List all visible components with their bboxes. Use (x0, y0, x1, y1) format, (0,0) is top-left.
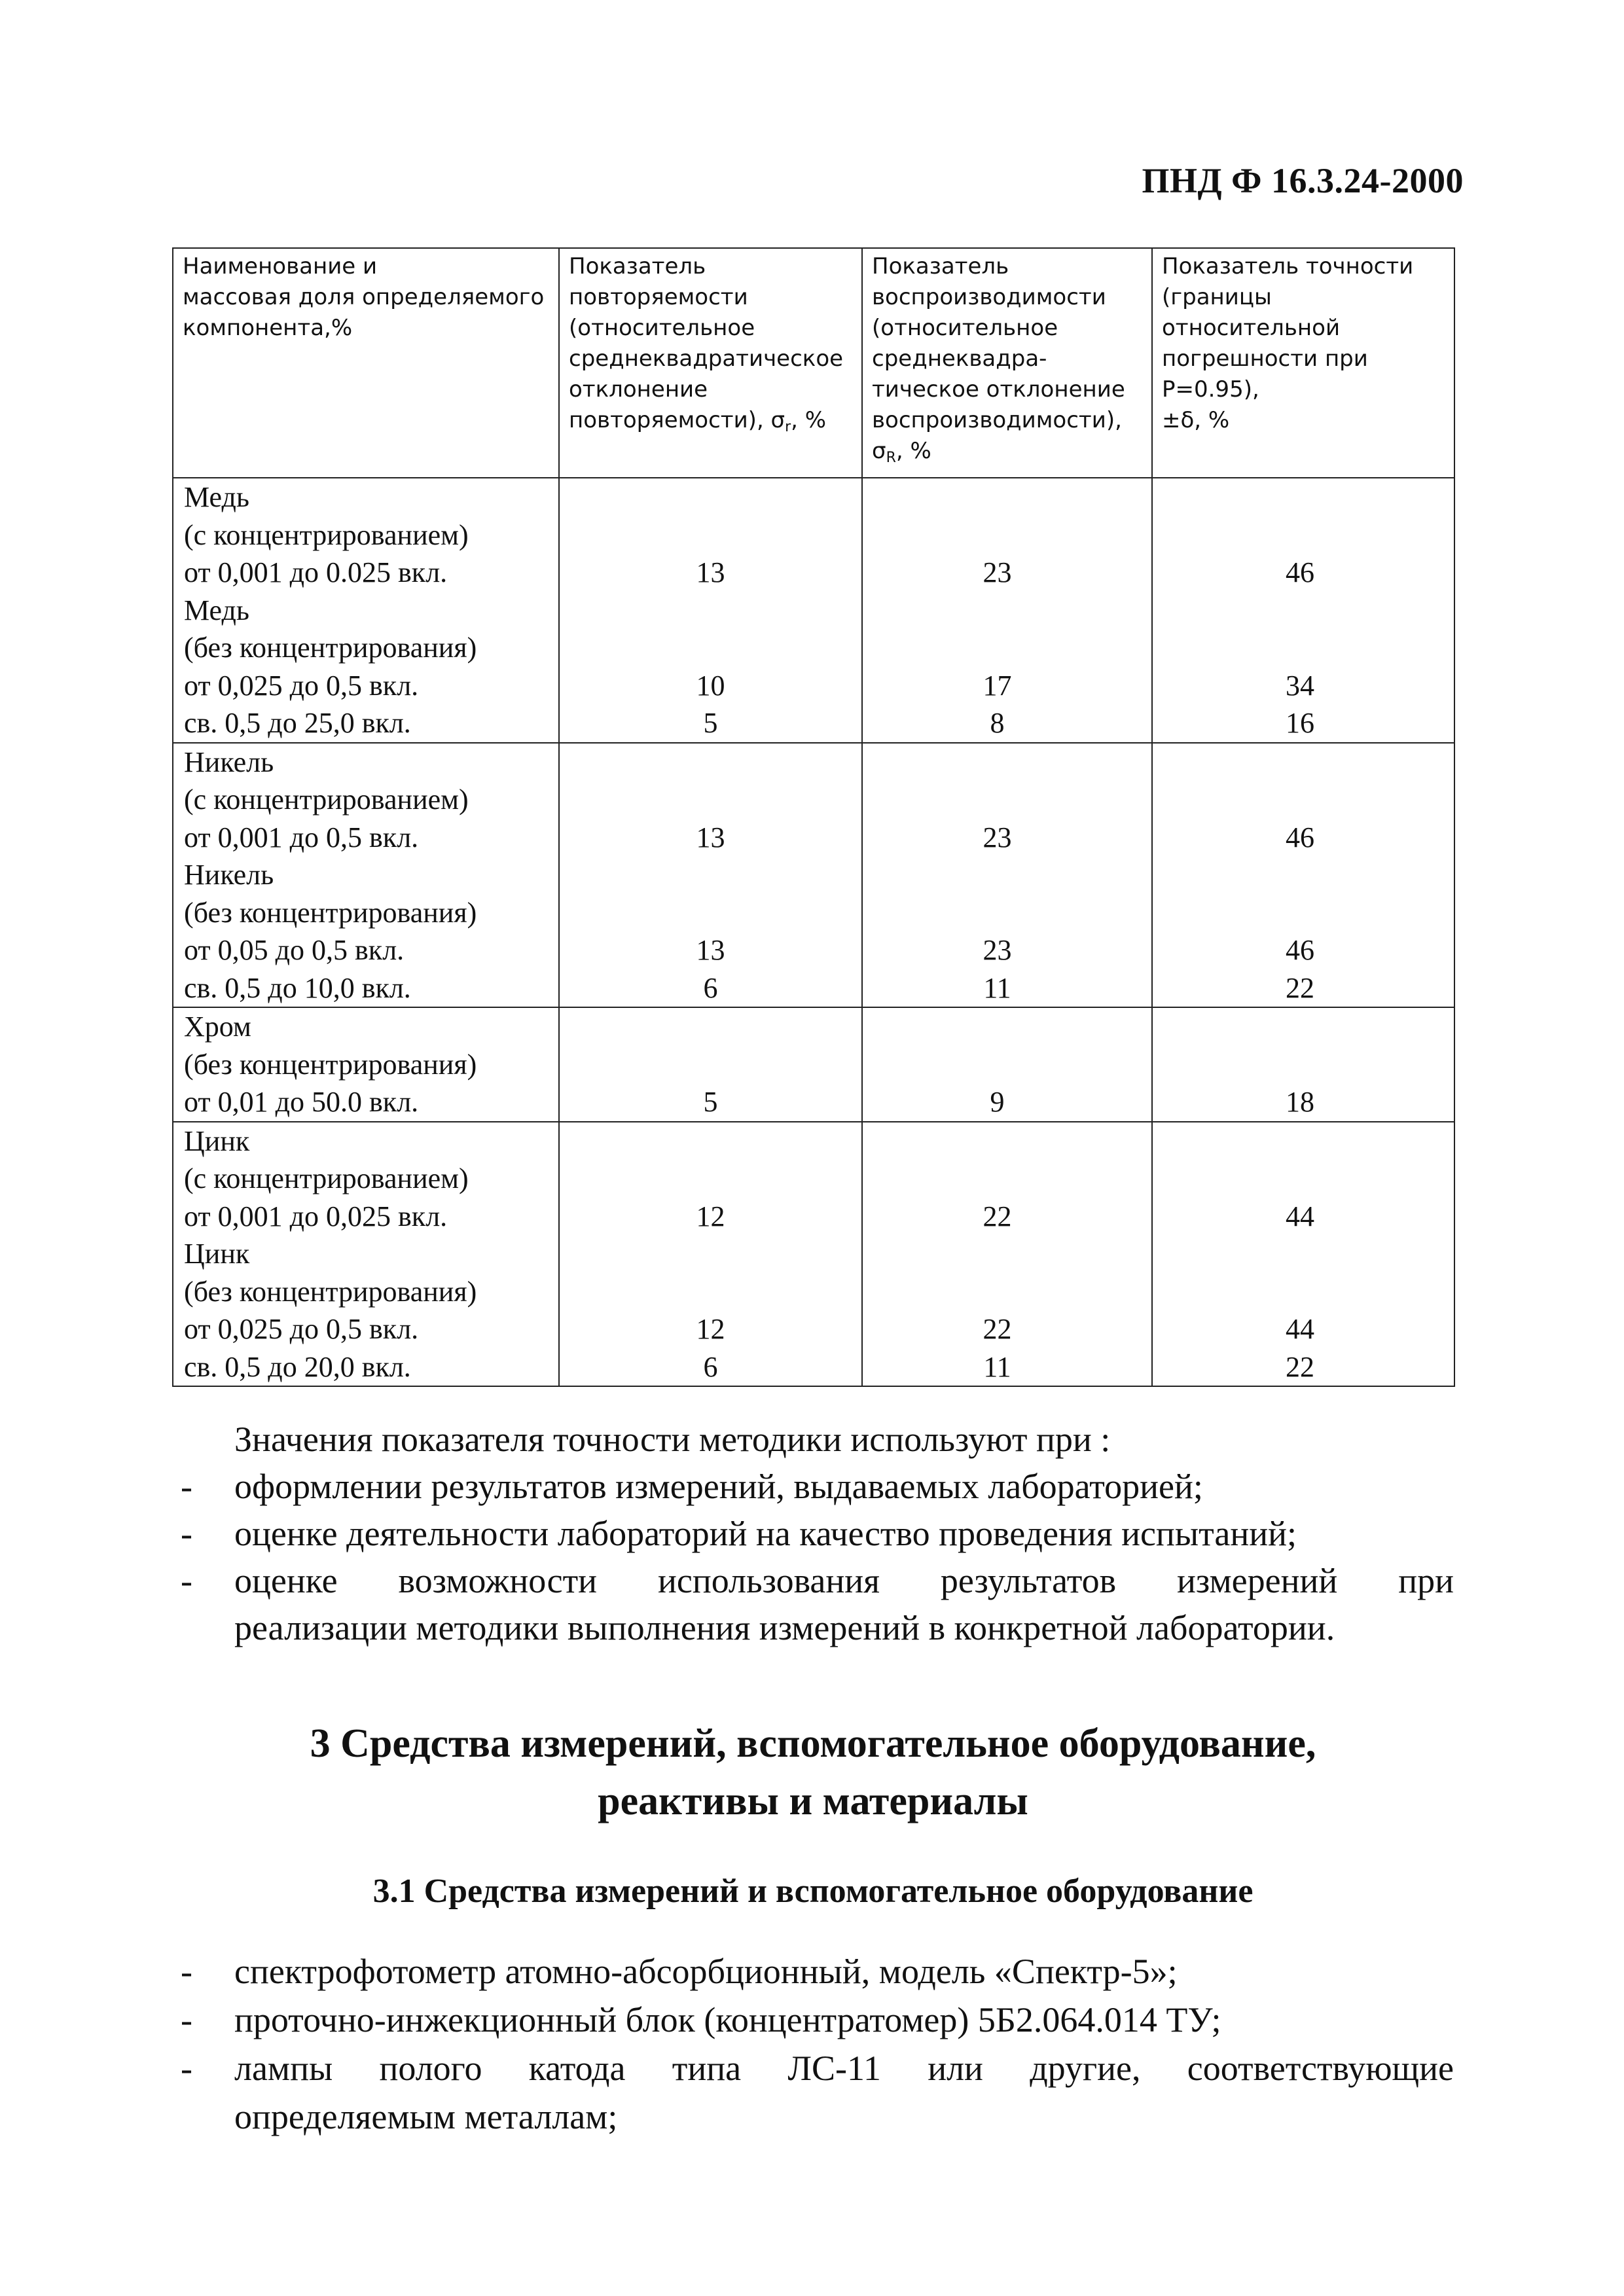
equipment-list (181, 1947, 1454, 2141)
value: 22 (1286, 1350, 1314, 1383)
value (1153, 592, 1454, 630)
component-cell (173, 743, 559, 1008)
subsection-title: 3.1 Средства измерений и вспомогательное оборудование (372, 1873, 1254, 1910)
component-line: от 0,001 до 0.025 вкл. (184, 556, 448, 588)
table-row (173, 1007, 1454, 1122)
value (863, 856, 1151, 894)
reproducibility-cell (862, 478, 1152, 743)
component-line: от 0,001 до 0,025 вкл. (184, 1200, 448, 1232)
accuracy-cell (1152, 743, 1454, 1008)
value (560, 1046, 861, 1084)
component-line: св. 0,5 до 20,0 вкл. (184, 1350, 411, 1383)
list-item: - лампы полого катода типа ЛС-11 или другие, соответствующие (181, 2049, 1454, 2088)
value: 13 (696, 556, 725, 588)
repeatability-cell (559, 478, 862, 743)
component-line: Медь (184, 594, 249, 626)
component-line: (с концентрированием) (184, 783, 469, 816)
table-row (173, 1122, 1454, 1387)
reproducibility-cell (862, 1122, 1152, 1387)
value (863, 1046, 1151, 1084)
value (560, 1122, 861, 1160)
list-item: - спектрофотометр атомно-абсорбционный, модель «Спектр-5»; (181, 1952, 1178, 1991)
repeatability-cell (559, 1007, 862, 1122)
value: 12 (696, 1200, 725, 1232)
component-line: (с концентрированием) (184, 1162, 469, 1194)
value: 46 (1286, 556, 1314, 588)
value: 23 (983, 934, 1012, 966)
value: 22 (1286, 971, 1314, 1004)
value (863, 744, 1151, 781)
accuracy-cell (1152, 1122, 1454, 1387)
notes-intro: Значения показателя точности методики используют при : (234, 1420, 1111, 1459)
value (863, 629, 1151, 667)
value: 6 (703, 971, 718, 1004)
value: 10 (696, 669, 725, 702)
value (863, 516, 1151, 554)
value (1153, 1160, 1454, 1198)
component-line: (без концентрирования) (184, 1048, 477, 1081)
value (863, 781, 1151, 819)
component-line: (без концентрирования) (184, 1275, 477, 1308)
value: 8 (990, 707, 1005, 739)
value (560, 894, 861, 932)
header-accuracy: Показатель точности (границы относительной погрешности при P=0.95), ±δ, % (1152, 248, 1454, 478)
value (560, 781, 861, 819)
value (560, 478, 861, 516)
value: 44 (1286, 1313, 1314, 1345)
component-line: св. 0,5 до 25,0 вкл. (184, 707, 411, 739)
list-item: - оценке возможности использования результатов измерений при (181, 1561, 1454, 1600)
value (1153, 781, 1454, 819)
value (863, 592, 1151, 630)
repeatability-cell (559, 1122, 862, 1387)
value (863, 478, 1151, 516)
value: 23 (983, 556, 1012, 588)
value (863, 894, 1151, 932)
value: 16 (1286, 707, 1314, 739)
value (560, 1273, 861, 1311)
value: 6 (703, 1350, 718, 1383)
accuracy-cell (1152, 478, 1454, 743)
accuracy-table (172, 247, 1455, 1387)
reproducibility-cell (862, 743, 1152, 1008)
component-line: от 0,025 до 0,5 вкл. (184, 1313, 419, 1345)
value (1153, 744, 1454, 781)
component-line: от 0,025 до 0,5 вкл. (184, 669, 419, 702)
component-line: Никель (184, 745, 274, 778)
component-cell (173, 478, 559, 743)
value: 23 (983, 821, 1012, 853)
value (1153, 1008, 1454, 1046)
value (560, 516, 861, 554)
value: 5 (703, 707, 718, 739)
table-row (173, 478, 1454, 743)
value: 11 (983, 971, 1011, 1004)
value: 12 (696, 1313, 725, 1345)
component-line: Никель (184, 859, 274, 891)
value (560, 744, 861, 781)
value (863, 1008, 1151, 1046)
component-line: от 0,01 до 50.0 вкл. (184, 1086, 419, 1118)
value: 5 (703, 1086, 718, 1118)
component-line: (без концентрирования) (184, 896, 477, 929)
component-line: Цинк (184, 1238, 250, 1270)
value (1153, 478, 1454, 516)
component-line: Медь (184, 481, 249, 513)
value: 22 (983, 1313, 1012, 1345)
repeatability-cell (559, 743, 862, 1008)
value (1153, 1235, 1454, 1273)
table-row (173, 743, 1454, 1008)
value: 18 (1286, 1086, 1314, 1118)
header-repeatability: Показатель повторяемости (относительное среднеквадратическое отклонение повторяемости), $\sigma_r$, % (559, 248, 862, 478)
value: 22 (983, 1200, 1012, 1232)
list-item: - оформлении результатов измерений, выдаваемых лабораторией; (181, 1467, 1203, 1506)
component-line: (без концентрирования) (184, 632, 477, 664)
value (863, 1160, 1151, 1198)
value (863, 1122, 1151, 1160)
value (1153, 856, 1454, 894)
component-line: (с концентрированием) (184, 518, 469, 551)
value: 34 (1286, 669, 1314, 702)
component-cell (173, 1122, 559, 1387)
value (863, 1235, 1151, 1273)
value: 17 (983, 669, 1012, 702)
component-line: св. 0,5 до 10,0 вкл. (184, 971, 411, 1004)
value (560, 1008, 861, 1046)
header-reproducibility: Показатель воспроизводимости (относительное среднеквадра- тическое отклонение воспроизводимости), $\sigma_R$, % (862, 248, 1152, 478)
list-item: - оценке деятельности лабораторий на качество проведения испытаний; (181, 1514, 1297, 1553)
value: 46 (1286, 934, 1314, 966)
list-item: - проточно-инжекционный блок (концентратомер) 5Б2.064.014 ТУ; (181, 2000, 1221, 2039)
accuracy-usage-notes (181, 1416, 1454, 1651)
header-component: Наименование и массовая доля определяемого компонента,% (173, 248, 559, 478)
list-item-continuation: реализации методики выполнения измерений в конкретной лаборатории. (234, 1608, 1335, 1647)
reproducibility-cell (862, 1007, 1152, 1122)
table-header-row (173, 248, 1454, 478)
list-item-continuation: определяемым металлам; (234, 2097, 618, 2136)
component-cell (173, 1007, 559, 1122)
value: 46 (1286, 821, 1314, 853)
value: 11 (983, 1350, 1011, 1383)
value: 44 (1286, 1200, 1314, 1232)
accuracy-cell (1152, 1007, 1454, 1122)
section-title: 3 Средства измерений, вспомогательное оборудование, реактивы и материалы (310, 1721, 1316, 1823)
value (560, 1235, 861, 1273)
value (560, 592, 861, 630)
value: 9 (990, 1086, 1005, 1118)
value: 13 (696, 821, 725, 853)
component-line: Цинк (184, 1124, 250, 1157)
value (1153, 1122, 1454, 1160)
component-line: от 0,05 до 0,5 вкл. (184, 934, 405, 966)
value: 13 (696, 934, 725, 966)
value (1153, 1046, 1454, 1084)
component-line: от 0,001 до 0,5 вкл. (184, 821, 419, 853)
value (560, 856, 861, 894)
value (1153, 516, 1454, 554)
document-code: ПНД Ф 16.3.24-2000 (1142, 161, 1464, 200)
value (1153, 894, 1454, 932)
value (863, 1273, 1151, 1311)
component-line: Хром (184, 1011, 251, 1043)
value (1153, 629, 1454, 667)
value (560, 1160, 861, 1198)
value (560, 629, 861, 667)
value (1153, 1273, 1454, 1311)
